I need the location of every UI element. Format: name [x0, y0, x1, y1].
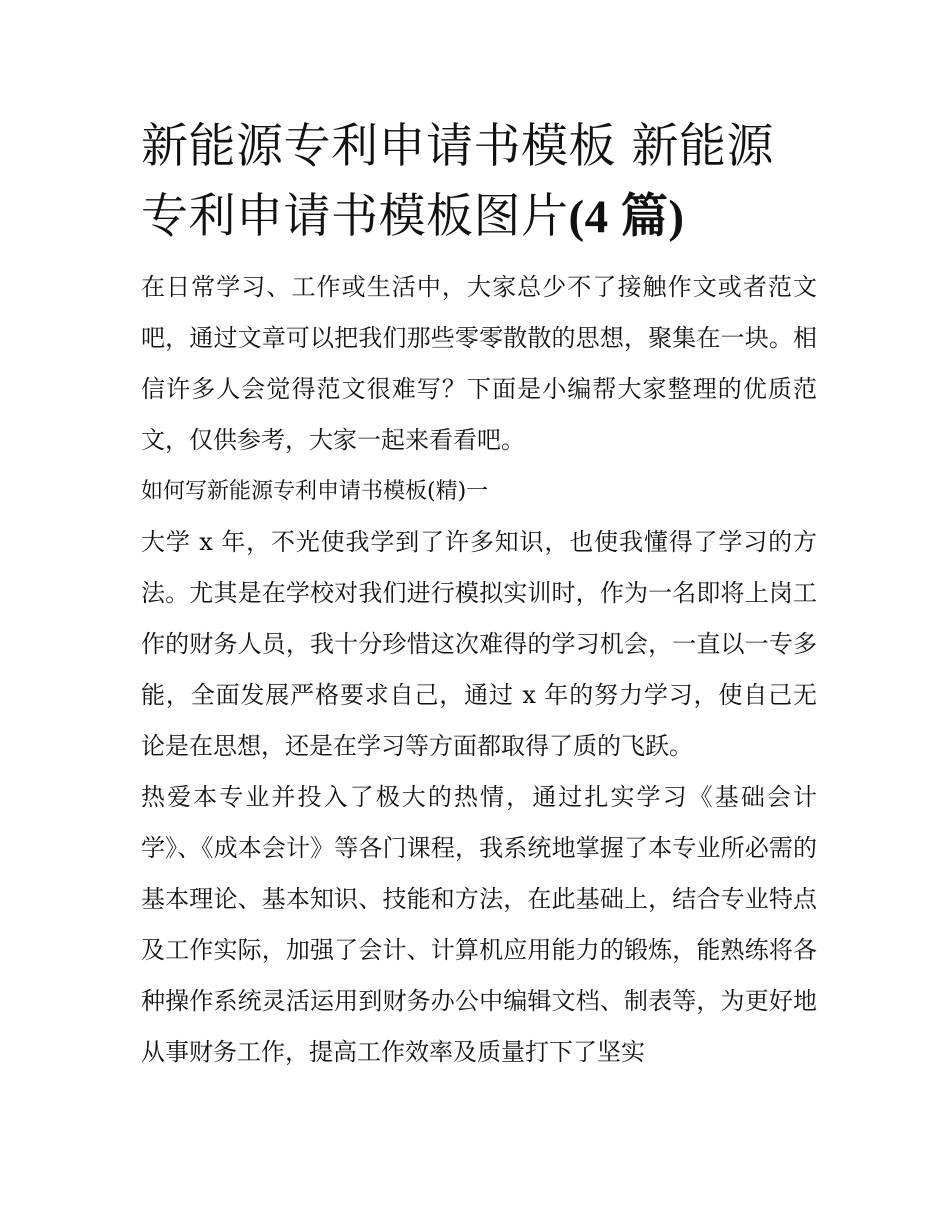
document-title — [141, 112, 817, 252]
document-title-count: (4 篇) — [568, 191, 685, 243]
section-heading: 如何写新能源专利申请书模板(精)一 — [141, 479, 489, 504]
body-paragraph-2: 热爱本专业并投入了极大的热情，通过扎实学习《基础会计学》、《成本会计》等各门课程，我系统地掌握了本专业所必需的基本理论、基本知识、技能和方法，在此基础上，结合专业特点及工作实际，加强了会计、计算机应用能力的锻炼，能熟练将各种操作系统灵活运用到财务办公中编辑文档、制表等，为更好地从事财务工作，提高工作效率及质量打下了坚实 — [141, 783, 817, 1066]
document-title-main: 新能源专利申请书模板 新能源专利申请书模板图片 — [141, 119, 774, 244]
document-body — [141, 112, 817, 1078]
intro-paragraph: 在日常学习、工作或生活中，大家总少不了接触作文或者范文吧，通过文章可以把我们那些零零散散的思想，聚集在一块。相信许多人会觉得范文很难写？下面是小编帮大家整理的优质范文，仅供参考，大家一起来看看吧。 — [141, 273, 817, 454]
body-paragraph-1: 大学 x 年，不光使我学到了许多知识，也使我懂得了学习的方法。尤其是在学校对我们进行模拟实训时，作为一名即将上岗工作的财务人员，我十分珍惜这次难得的学习机会，一直以一专多能，全面发展严格要求自己，通过 x 年的努力学习，使自己无论是在思想，还是在学习等方面都取得了质的飞跃。 — [141, 528, 817, 760]
